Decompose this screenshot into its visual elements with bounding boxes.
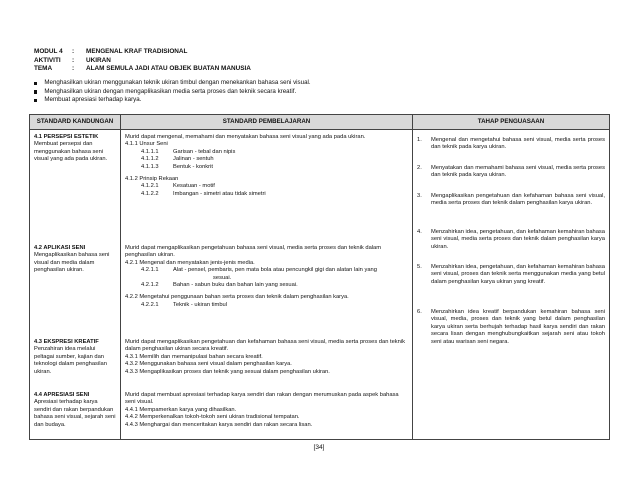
kandungan-title: 4.3 EKSPRESI KREATIF [34,339,99,345]
objectives-list [34,79,311,105]
header-value: ALAM SEMULA JADI ATAU OBJEK BUATAN MANUSIA [86,65,251,73]
objective-item [34,88,311,97]
page-number: [34] [313,444,325,451]
pembelajaran-item [125,183,408,190]
pembelajaran-line: 4.4.3 Menghargai dan menceritakan karya sendiri dan rakan secara lisan. [125,421,313,428]
pembelajaran-intro: Murid dapat mengaplikasikan pengetahuan bahasa seni visual, media serta proses dan teknik dalam penghasilan ukiran. [125,245,382,259]
pembelajaran-cell [121,130,413,440]
header-colon: : [72,56,75,64]
tahap-number: 3. [417,193,422,199]
pembelajaran-intro: Murid dapat mengaplikasikan pengetahuan dan kefahaman bahasa seni visual, media serta proses dan teknik dalam penghasilan ukiran secara kreatif. [125,339,406,353]
objective-text: Menghasilkan ukiran dengan mengaplikasikan media serta proses dan teknik secara kreatif. [44,87,297,95]
item-text: Garisan - tebal dan nipis [173,148,236,155]
tahap-item [417,309,605,346]
pembelajaran-item [125,282,408,289]
item-number: 4.2.1.2 [141,282,159,289]
kandungan-column [34,134,116,439]
pembelajaran-item [125,191,408,198]
pembelajaran-column [125,134,408,439]
objective-item [34,79,311,88]
header-standard-kandungan: STANDARD KANDUNGAN [30,115,121,130]
tahap-number: 5. [417,264,422,270]
item-text: Bentuk - konkrit [173,163,213,170]
header-value: UKIRAN [86,56,111,64]
tahap-item [417,165,605,180]
bullet-square-icon [34,99,37,102]
table-row [30,130,610,440]
header-standard-pembelajaran: STANDARD PEMBELAJARAN [121,115,413,130]
objective-text: Menghasilkan ukiran menggunakan teknik ukiran timbul dengan menekankan bahasa seni visual. [44,79,311,86]
table-header-row [30,115,610,130]
pembelajaran-line: 4.4.1 Mempamerkan karya yang dihasilkan. [125,406,237,413]
pembelajaran-4-1 [125,134,408,198]
pembelajaran-item [125,164,408,171]
kandungan-body: Membuat persepsi dan menggunakan bahasa seni visual yang ada pada ukiran. [34,141,108,163]
pembelajaran-line: 4.3.3 Mengaplikasikan proses dan teknik yang sesuai dalam penghasilan ukiran. [125,368,330,375]
kandungan-4-3 [34,339,116,376]
header-key: MODUL 4 [34,48,63,55]
tahap-number: 2. [417,165,422,171]
bullet-square-icon [34,90,37,93]
tahap-number: 6. [417,309,422,315]
tahap-text: Menzahirkan idea, pengetahuan, dan kefahaman kemahiran bahasa seni visual, media serta proses dan teknik dalam penghasilan karya ukiran. [431,229,605,250]
tahap-text: Menyatakan dan memahami bahasa seni visual, media serta proses dan teknik pada karya ukiran. [431,165,605,179]
item-text: Teknik - ukiran timbul [173,301,228,308]
pembelajaran-4-3 [125,339,408,376]
tahap-text: Menzahirkan idea, pengetahuan, dan kefahaman kemahiran bahasa seni visual, proses dan teknik serta menggunakan media yang betul dalam penghasilan karya ukiran yang kreatif. [431,264,605,285]
item-text: Imbangan - simetri atau tidak simetri [173,190,266,197]
kandungan-cell [30,130,121,440]
pembelajaran-item [125,302,408,309]
kandungan-body: Apresiasi terhadap karya sendiri dan rakan berpandukan bahasa seni visual, sejarah seni dan budaya. [34,399,116,428]
header-key: AKTIVITI [34,56,61,64]
tahap-item [417,229,605,251]
header-tahap-penguasaan: TAHAP PENGUASAAN [413,115,610,130]
item-number: 4.2.2.1 [141,301,159,308]
tahap-item [417,193,605,208]
item-text: Kesatuan - motif [173,183,215,190]
curriculum-table [29,114,610,440]
header-row-tema [34,65,251,74]
tahap-number: 4. [417,229,422,235]
item-text: Bahan - sabun buku dan bahan lain yang sesuai. [173,282,298,289]
header-colon: : [72,48,75,55]
module-header [34,48,251,74]
kandungan-title: 4.4 APRESIASI SENI [34,392,90,398]
item-text: Jalinan - sentuh [173,156,214,163]
header-row-aktiviti [34,57,251,66]
kandungan-body: Penzahiran idea melalui peltagai sumber, kajian dan teknologi dalam penghasilan ukiran. [34,346,107,375]
pembelajaran-sub: 4.2.1 Mengenal dan menyatakan jenis-jenis media. [125,259,255,266]
item-number: 4.2.1.1 [141,267,159,274]
pembelajaran-4-4 [125,392,408,429]
header-colon: : [72,65,75,73]
pembelajaran-line: 4.3.2 Menggunakan bahasa seni visual dalam penghasilan karya. [125,361,292,368]
objective-text: Membuat apresiasi terhadap karya. [44,96,142,104]
pembelajaran-intro: Murid dapat membuat apresiasi terhadap karya sendiri dan rakan dengan merumuskan pada aspek bahasa seni visual. [125,392,399,406]
tahap-text: Menzahirkan idea kreatif berpandukan kemahiran bahasa seni visual, media, proses dan teknik yang betul dalam penghasilan karya ukiran serta berhujah terhadap hasil karya sendiri dan rakan secara lisan dengan menghubungkaitkan sejarah seni atau tokoh seni atau warisan seni negara. [431,309,605,345]
header-row-modul [34,48,251,57]
tahap-column [417,134,605,439]
tahap-item [417,264,605,286]
pembelajaran-intro: Murid dapat mengenal, memahami dan menyatakan bahasa seni visual yang ada pada ukiran. [125,134,366,140]
header-value: MENGENAL KRAF TRADISIONAL [86,48,188,55]
item-number: 4.1.1.1 [141,148,159,155]
tahap-cell [413,130,610,440]
pembelajaran-line: 4.4.2 Memperkenalkan tokoh-tokoh seni ukiran tradisional tempatan. [125,414,300,421]
bullet-square-icon [34,82,37,85]
pembelajaran-sub: 4.1.1 Unsur Seni [125,141,168,148]
pembelajaran-sub: 4.1.2 Prinsip Rekaan [125,176,179,183]
item-text-continuation: sesuai. [213,274,232,281]
tahap-item [417,137,605,152]
pembelajaran-item [125,267,408,274]
objective-item [34,96,311,105]
item-number: 4.1.1.3 [141,163,159,170]
tahap-text: Mengenal dan mengetahui bahasa seni visual, media serta proses dan teknik pada karya ukiran. [431,137,605,151]
item-number: 4.1.2.1 [141,183,159,190]
kandungan-body: Mengaplikasikan bahasa seni visual dan media dalam penghasilan ukiran. [34,252,110,274]
kandungan-4-1 [34,134,116,164]
kandungan-title: 4.1 PERSEPSI ESTETIK [34,134,99,140]
kandungan-4-4 [34,392,116,429]
pembelajaran-4-2 [125,245,408,309]
kandungan-title: 4.2 APLIKASI SENI [34,245,86,251]
tahap-text: Mengaplikasikan pengetahuan dan kefahaman bahasa seni visual, media serta proses dan teknik dalam penghasilan karya ukiran. [431,193,605,207]
item-text: Alat - pensel, pembaris, pen mata bola atau pencungkil gigi dan alatan lain yang [173,267,377,274]
kandungan-4-2 [34,245,116,275]
pembelajaran-sub: 4.2.2 Mengetahui penggunaan bahan serta proses dan teknik dalam penghasilan karya. [125,294,349,301]
pembelajaran-item [125,149,408,156]
pembelajaran-line: 4.3.1 Memilih dan memanipulasi bahan secara kreatif. [125,353,263,360]
item-number: 4.1.1.2 [141,156,159,163]
item-number: 4.1.2.2 [141,190,159,197]
header-key: TEMA [34,65,53,73]
tahap-number: 1. [417,137,422,143]
pembelajaran-item [125,156,408,163]
